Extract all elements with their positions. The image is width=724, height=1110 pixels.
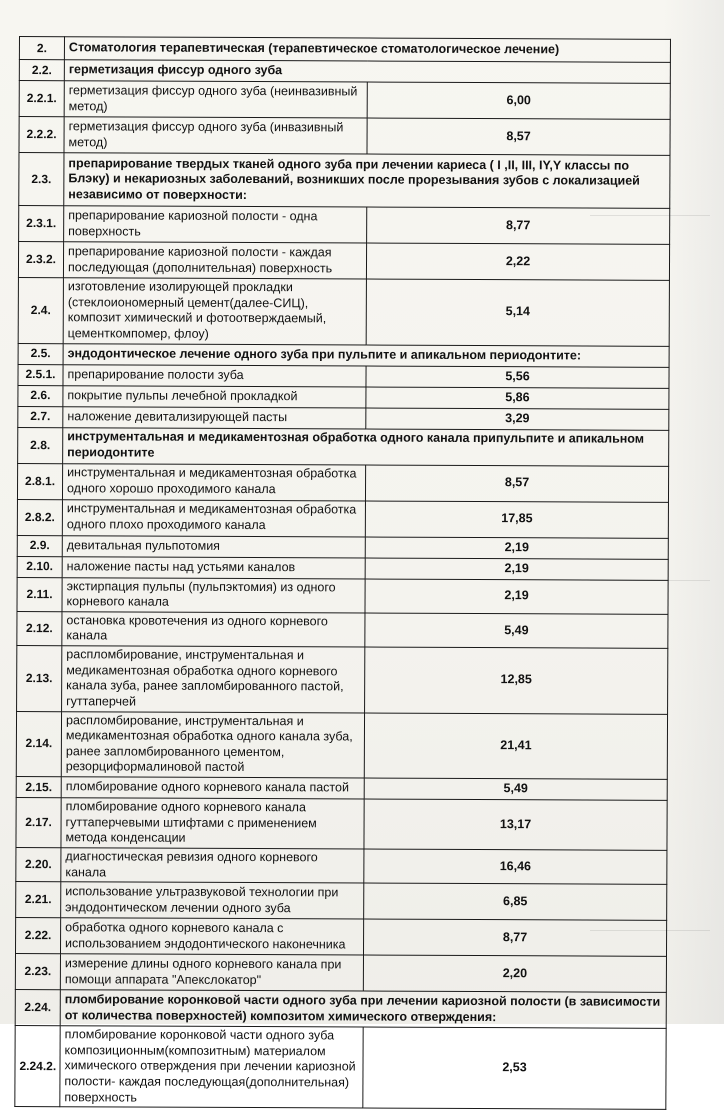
service-price: 2,19 <box>365 558 668 580</box>
service-code: 2.17. <box>16 797 61 847</box>
service-code: 2.8.2. <box>17 499 62 535</box>
service-code: 2.14. <box>16 711 61 777</box>
table-row <box>18 364 669 388</box>
table-row <box>18 385 669 409</box>
service-name: герметизация фиссур одного зуба (неинвазивный метод) <box>64 81 367 118</box>
service-name: девитальная пульпотомия <box>62 535 365 557</box>
service-name: инструментальная и медикаментозная обработка одного хорошо проходимого канала <box>62 463 365 500</box>
service-price: 5,49 <box>364 778 667 800</box>
service-name: герметизация фиссур одного зуба <box>64 60 670 84</box>
table-row <box>17 499 668 538</box>
table-row <box>17 645 668 713</box>
table-row <box>15 990 666 1029</box>
service-name: распломбирование, инструментальная и медикаментозная обработка одного канала зуба, ранее запломбированного цементом, резорциформалиновой пастой <box>61 711 364 778</box>
table-row <box>15 918 666 957</box>
service-price: 6,00 <box>367 82 670 119</box>
table-row <box>16 797 667 850</box>
service-name: распломбирование, инструментальная и медикаментозная обработка одного корневого канала зуба, ранее запломбированного пастой, гуттаперчей <box>62 646 365 713</box>
service-price: 17,85 <box>365 501 668 538</box>
service-price: 12,85 <box>365 647 668 714</box>
service-name: герметизация фиссур одного зуба (инвазивный метод) <box>64 117 367 154</box>
service-name: покрытие пульпы лечебной прокладкой <box>63 385 366 407</box>
service-name: пломбирование коронковой части одного зуба при лечении кариозной полости (в зависимости от количества поверхностей) композитом химического отверждения: <box>60 990 666 1029</box>
table-row <box>16 776 667 800</box>
service-name: экстирпация пульпы (пульпэктомия) из одного корневого канала <box>62 577 365 613</box>
table-row <box>15 954 666 993</box>
service-price: 16,46 <box>364 849 667 885</box>
service-name: диагностическая ревизия одного корневого канала <box>61 848 364 884</box>
service-code: 2.10. <box>17 556 62 577</box>
service-price: 5,14 <box>366 279 669 346</box>
service-price: 13,17 <box>364 799 667 850</box>
service-name: инструментальная и медикаментозная обработка одного плохо проходимого канала <box>62 499 365 536</box>
table-row <box>17 556 668 580</box>
service-price: 8,77 <box>367 207 670 244</box>
table-row <box>19 60 670 84</box>
table-row <box>16 847 667 884</box>
service-code: 2.3.2. <box>18 242 63 278</box>
service-name: изготовление изолирующей прокладки (стеклоиономерный цемент(далее-СИЦ), композит химический и фотоотверждаемый, цементкомпомер, флоу) <box>63 278 366 345</box>
service-name: использование ультразвуковой технологии при эндодонтическом лечении одного зуба <box>61 882 364 919</box>
service-code: 2.5. <box>18 343 63 364</box>
service-name: пломбирование одного корневого канала пастой <box>61 777 364 799</box>
service-price: 5,56 <box>366 366 669 388</box>
table-row <box>17 611 668 648</box>
service-code: 2.7. <box>18 406 63 427</box>
header-title: Стоматология терапевтическая (терапевтическое стоматологическое лечение) <box>64 37 670 63</box>
service-code: 2.20. <box>16 847 61 881</box>
table-row <box>18 242 669 281</box>
service-price: 5,49 <box>365 613 668 649</box>
table-row <box>18 406 669 430</box>
table-row <box>16 711 667 779</box>
service-code: 2.21. <box>16 882 61 918</box>
service-name: препарирование кариозной полости - каждая последующая (дополнительная) поверхность <box>63 242 366 279</box>
service-code: 2.12. <box>17 611 62 645</box>
table-row <box>19 206 670 245</box>
service-code: 2.6. <box>18 385 63 406</box>
service-name: инструментальная и медикаментозная обработка одного канала припульпите и апикальном периодонтите <box>63 427 669 466</box>
service-price: 3,29 <box>366 408 669 430</box>
table-row <box>17 577 668 614</box>
service-price: 21,41 <box>364 713 667 780</box>
service-price: 5,86 <box>366 387 669 409</box>
service-price: 2,19 <box>365 537 668 559</box>
service-code: 2.15. <box>16 776 61 797</box>
service-name: пломбирование одного корневого канала гуттаперчевыми штифтами с применением метода конденсации <box>61 798 364 849</box>
service-price: 8,57 <box>367 118 670 155</box>
service-price: 2,19 <box>365 579 668 615</box>
table-row <box>18 427 669 466</box>
service-name: обработка одного корневого канала с использованием эндодонтического наконечника <box>60 918 363 955</box>
service-code: 2.2. <box>19 60 64 81</box>
service-code: 2.23. <box>15 954 60 990</box>
table-header-row <box>19 37 670 63</box>
table-row <box>19 81 670 120</box>
header-code: 2. <box>19 37 64 60</box>
table-row <box>19 117 670 156</box>
service-price: 6,85 <box>364 883 667 920</box>
table-row <box>15 1026 666 1110</box>
service-code: 2.8.1. <box>17 463 62 499</box>
service-price: 2,22 <box>366 243 669 280</box>
table-row <box>18 277 669 345</box>
table-row <box>19 153 670 209</box>
service-price: 8,57 <box>365 465 668 502</box>
service-code: 2.24.2. <box>15 1026 60 1107</box>
table-row <box>16 882 667 921</box>
service-code: 2.2.2. <box>19 117 64 153</box>
service-code: 2.2.1. <box>19 81 64 117</box>
service-price: 2,53 <box>363 1027 666 1109</box>
service-price: 8,77 <box>363 919 666 956</box>
service-code: 2.22. <box>15 918 60 954</box>
service-code: 2.9. <box>17 535 62 556</box>
service-code: 2.5.1. <box>18 364 63 385</box>
service-name: пломбирование коронковой части одного зуба композиционным(композитным) материалом химического отверждения при лечении кариозной полости- каждая последующая(дополнительная) поверхность <box>60 1026 363 1108</box>
service-name: препарирование кариозной полости - одна поверхность <box>64 206 367 243</box>
service-name: наложение девитализирующей пасты <box>63 406 366 428</box>
service-code: 2.3.1. <box>19 206 64 242</box>
table-row <box>18 343 669 367</box>
service-name: наложение пасты над устьями каналов <box>62 556 365 578</box>
service-name: эндодонтическое лечение одного зуба при пульпите и апикальном периодонтите: <box>63 343 669 367</box>
table-row <box>17 463 668 502</box>
service-code: 2.8. <box>18 427 63 463</box>
service-code: 2.4. <box>18 277 63 343</box>
price-list-table <box>14 36 671 1110</box>
service-name: препарирование полости зуба <box>63 364 366 386</box>
service-name: измерение длины одного корневого канала при помощи аппарата "Апекслокатор" <box>60 954 363 991</box>
service-code: 2.3. <box>19 153 64 206</box>
table-row <box>17 535 668 559</box>
service-code: 2.24. <box>15 990 60 1026</box>
service-price: 2,20 <box>363 955 666 992</box>
service-name: препарирование твердых тканей одного зуба при лечении кариеса ( I ,II, III, IY,Y классы по Блэку) и некариозных заболеваний, возникших после прорезывания зубов с локализацией независимо от поверхности: <box>64 153 670 209</box>
service-code: 2.11. <box>17 577 62 611</box>
service-code: 2.13. <box>17 645 62 711</box>
service-name: остановка кровотечения из одного корневого канала <box>62 611 365 647</box>
